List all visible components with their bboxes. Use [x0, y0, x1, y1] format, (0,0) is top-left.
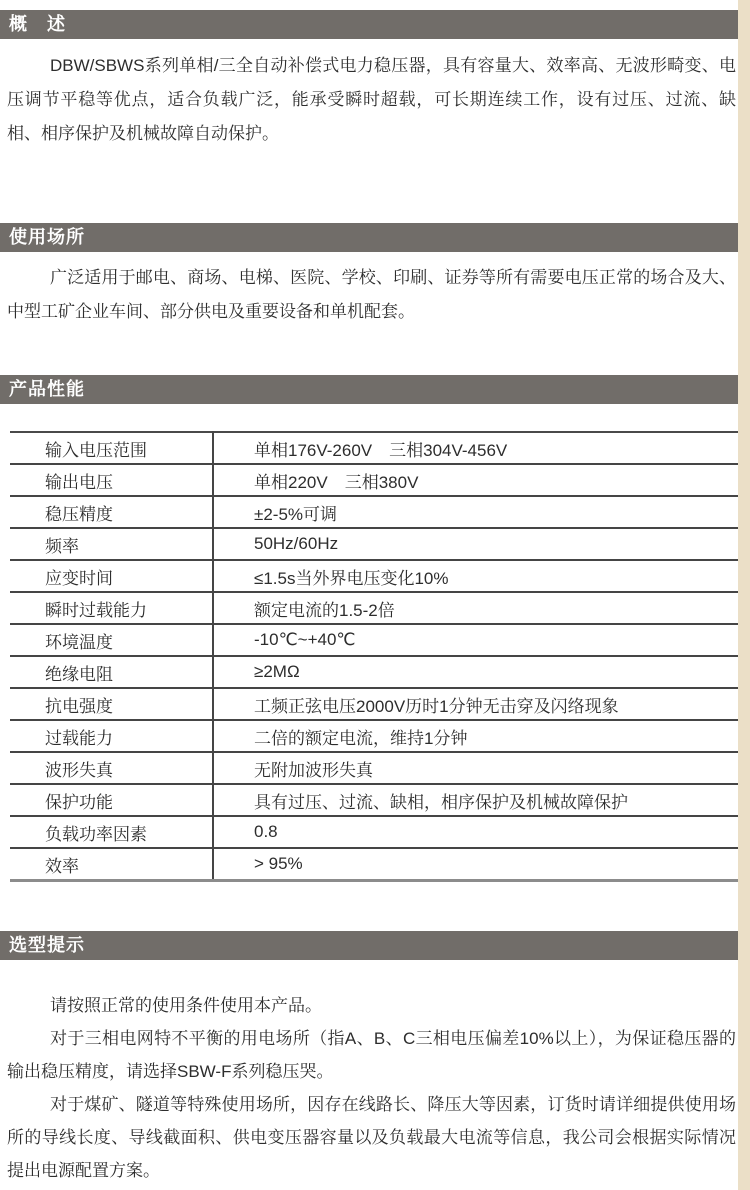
- overview-title: 概 述: [9, 14, 66, 34]
- usage-paragraph: 广泛适用于邮电、商场、电梯、医院、学校、印刷、证券等所有需要电压正常的场合及大、中型工矿企业车间、部分供电及重要设备和单机配套。: [7, 268, 736, 321]
- spec-table-row: [10, 624, 738, 656]
- selection-title: 选型提示: [9, 935, 85, 955]
- spec-label-cell: 绝缘电阻: [10, 656, 213, 688]
- spec-label-cell: 过载能力: [10, 720, 213, 752]
- performance-title: 产品性能: [9, 379, 85, 399]
- section-selection: [0, 931, 750, 1187]
- overview-header-bar: [0, 10, 738, 39]
- spec-table-row: [10, 784, 738, 816]
- selection-paragraph: 对于三相电网特不平衡的用电场所（指A、B、C三相电压偏差10%以上），为保证稳压器的输出稳压精度，请选择SBW-F系列稳压哭。: [7, 1029, 736, 1081]
- spec-label-cell: 负载功率因素: [10, 816, 213, 848]
- spec-table: [10, 431, 738, 882]
- spec-label-cell: 输出电压: [10, 464, 213, 496]
- spec-value-cell: 单相220V 三相380V: [213, 464, 738, 496]
- spec-value-cell: ≤1.5s当外界电压变化10%: [213, 560, 738, 592]
- spec-label-cell: 应变时间: [10, 560, 213, 592]
- section-overview: [0, 10, 750, 151]
- spec-value-cell: ±2-5%可调: [213, 496, 738, 528]
- spec-value-cell: -10℃~+40℃: [213, 624, 738, 656]
- spec-label-cell: 瞬时过载能力: [10, 592, 213, 624]
- spec-value-cell: 50Hz/60Hz: [213, 528, 738, 560]
- spec-table-row: [10, 688, 738, 720]
- usage-header-bar: [0, 223, 738, 252]
- spec-table-row: [10, 464, 738, 496]
- spec-value-cell: ≥2MΩ: [213, 656, 738, 688]
- spec-label-cell: 保护功能: [10, 784, 213, 816]
- spec-label-cell: 波形失真: [10, 752, 213, 784]
- spec-table-body: [10, 432, 738, 881]
- spec-table-row: [10, 560, 738, 592]
- spec-label-cell: 频率: [10, 528, 213, 560]
- spec-table-row: [10, 816, 738, 848]
- spec-table-row: [10, 592, 738, 624]
- section-usage: [0, 223, 750, 329]
- spec-value-cell: 具有过压、过流、缺相，相序保护及机械故障保护: [213, 784, 738, 816]
- selection-paragraphs: [0, 989, 750, 1187]
- spec-value-cell: 工频正弦电压2000V历时1分钟无击穿及闪络现象: [213, 688, 738, 720]
- spec-label-cell: 输入电压范围: [10, 432, 213, 464]
- selection-header-bar: [0, 931, 738, 960]
- spec-table-row: [10, 720, 738, 752]
- spec-table-row: [10, 656, 738, 688]
- spec-label-cell: 环境温度: [10, 624, 213, 656]
- spec-label-cell: 稳压精度: [10, 496, 213, 528]
- performance-header-bar: [0, 375, 738, 404]
- usage-title: 使用场所: [9, 227, 85, 247]
- spec-label-cell: 效率: [10, 848, 213, 881]
- spec-value-cell: 无附加波形失真: [213, 752, 738, 784]
- spec-table-row: [10, 496, 738, 528]
- spec-table-row: [10, 528, 738, 560]
- spec-table-row: [10, 432, 738, 464]
- spec-table-row: [10, 848, 738, 881]
- selection-paragraph: 对于煤矿、隧道等特殊使用场所，因存在线路长、降压大等因素，订货时请详细提供使用场所的导线长度、导线截面积、供电变压器容量以及负载最大电流等信息，我公司会根据实际情况提出电源配置方案。: [7, 1095, 736, 1180]
- spec-table-row: [10, 752, 738, 784]
- section-performance: [0, 375, 750, 882]
- spec-label-cell: 抗电强度: [10, 688, 213, 720]
- spec-value-cell: 0.8: [213, 816, 738, 848]
- spec-value-cell: 额定电流的1.5-2倍: [213, 592, 738, 624]
- spec-value-cell: > 95%: [254, 854, 303, 873]
- spec-value-cell: 单相176V-260V 三相304V-456V: [213, 432, 738, 464]
- right-edge-strip: [738, 0, 750, 1190]
- spec-value-cell: 二倍的额定电流，维持1分钟: [213, 720, 738, 752]
- overview-paragraph: DBW/SBWS系列单相/三全自动补偿式电力稳压器，具有容量大、效率高、无波形畸变、电压调节平稳等优点，适合负载广泛，能承受瞬时超载，可长期连续工作，设有过压、过流、缺相、相序保护及机械故障自动保护。: [7, 56, 736, 143]
- selection-paragraph: 请按照正常的使用条件使用本产品。: [50, 996, 322, 1015]
